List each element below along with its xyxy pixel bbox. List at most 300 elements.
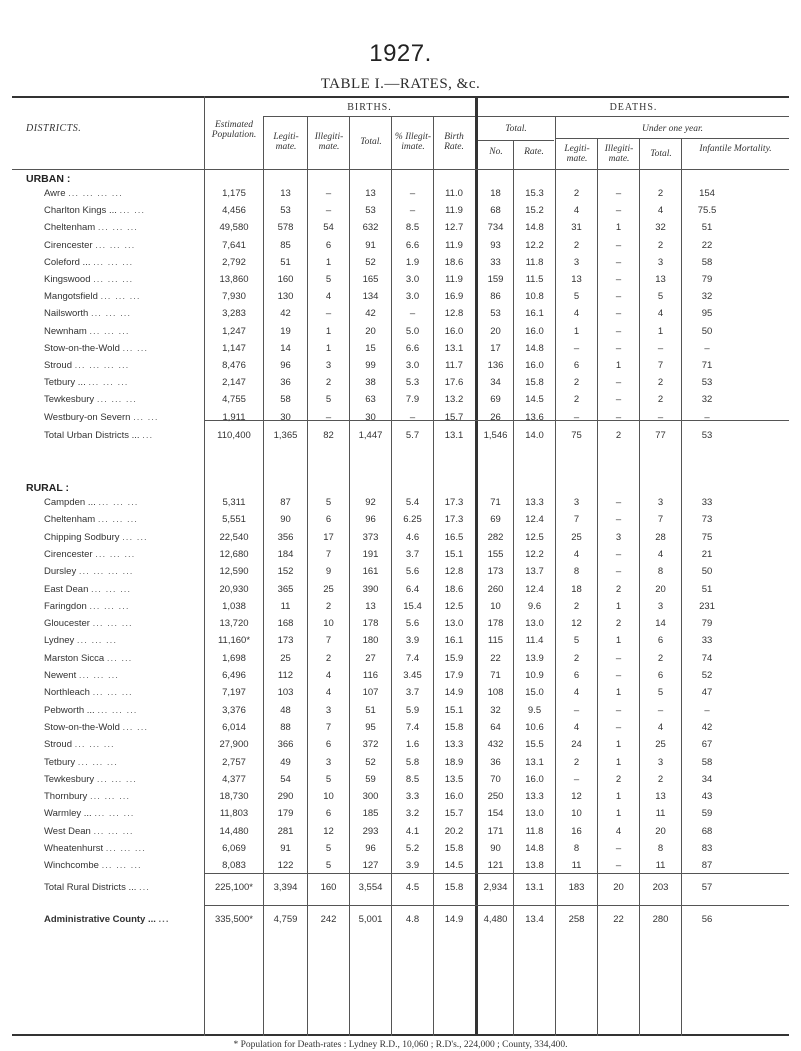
- leader-dots: ... ...: [133, 411, 159, 423]
- cell-br: 16.5: [444, 531, 464, 543]
- cell-u-leg: 258: [568, 914, 585, 925]
- table-row: [0, 653, 801, 667]
- district-label: Mangotsfield: [44, 291, 98, 303]
- district-label: Campden ...: [44, 497, 96, 508]
- cell-leg: 36: [280, 377, 291, 389]
- cell-u-leg: 13: [571, 274, 582, 285]
- cell-br: 11.7: [445, 360, 463, 371]
- cell-dno: 136: [487, 360, 504, 371]
- table-row: [0, 360, 801, 374]
- cell-br: 13.3: [444, 739, 464, 751]
- cell-br: 11.9: [445, 205, 463, 217]
- cell-drate: 10.9: [525, 670, 544, 681]
- cell-u-illeg: 1: [615, 808, 622, 820]
- cell-u-illeg: 4: [615, 825, 622, 837]
- cell-u-illeg: 22: [613, 914, 624, 925]
- cell-br: 16.0: [444, 791, 464, 803]
- cell-pop: 1,911: [222, 411, 246, 423]
- cell-br: 11.0: [445, 188, 463, 199]
- cell-illeg: 25: [323, 583, 334, 595]
- leader-dots: ... ... ...: [92, 618, 133, 630]
- cell-u-total: 28: [655, 531, 666, 543]
- cell-total: 134: [362, 291, 379, 303]
- cell-pct: 5.3: [405, 377, 420, 389]
- cell-illeg: 5: [325, 394, 332, 406]
- cell-u-illeg: 1: [615, 739, 622, 751]
- cell-im: 79: [701, 618, 713, 630]
- cell-pop: 3,376: [222, 704, 246, 716]
- district-name: [44, 584, 204, 595]
- cell-drate: 15.3: [525, 188, 544, 199]
- cell-u-illeg: 1: [615, 756, 622, 768]
- district-name: [44, 274, 204, 285]
- cell-u-illeg: –: [615, 325, 622, 337]
- cell-total: 178: [362, 618, 379, 630]
- cell-illeg: 17: [323, 531, 334, 543]
- district-label: West Dean: [44, 825, 91, 837]
- leader-dots: ... ... ...: [97, 704, 138, 716]
- infantile-mortality-header: Infantile Mortality.: [699, 144, 772, 154]
- district-name: [44, 430, 204, 441]
- top-rule: [12, 96, 789, 98]
- cell-u-illeg: 1: [615, 222, 622, 234]
- district-name: [44, 394, 204, 405]
- cell-br: 17.9: [444, 670, 464, 681]
- rural-section-label: RURAL :: [26, 482, 69, 494]
- cell-u-leg: 18: [571, 583, 582, 595]
- cell-u-leg: 6: [573, 360, 580, 371]
- cell-pop: 1,698: [222, 652, 246, 664]
- cell-u-total: 25: [655, 739, 666, 751]
- cell-total: 127: [362, 860, 379, 872]
- cell-im: 53: [701, 377, 713, 389]
- cell-im: 50: [701, 566, 713, 578]
- cell-br: 15.9: [444, 652, 464, 664]
- table-row: [0, 843, 801, 857]
- cell-dno: 1,546: [483, 430, 508, 441]
- cell-br: 14.5: [444, 860, 464, 872]
- cell-dno: 64: [490, 721, 501, 733]
- cell-total: 27: [365, 652, 376, 664]
- cell-u-leg: 12: [571, 618, 582, 630]
- cell-drate: 16.0: [525, 325, 544, 337]
- cell-leg: 356: [277, 531, 294, 543]
- cell-pct: 5.0: [405, 325, 420, 337]
- deaths-total-header: Total.: [505, 124, 527, 134]
- cell-drate: 11.8: [525, 256, 544, 268]
- table-row: [0, 497, 801, 511]
- cell-illeg: 6: [325, 808, 332, 820]
- district-label: Cheltenham: [44, 514, 96, 526]
- cell-u-illeg: 1: [615, 600, 622, 612]
- cell-total: 390: [362, 583, 379, 595]
- cell-drate: 13.6: [525, 411, 544, 423]
- cell-pct: 3.7: [405, 687, 420, 699]
- cell-br: 15.8: [444, 882, 464, 893]
- cell-total: 20: [365, 325, 376, 337]
- cell-im: 47: [701, 687, 713, 699]
- cell-u-illeg: 2: [615, 618, 622, 630]
- cell-illeg: 7: [325, 721, 332, 733]
- cell-u-total: 20: [655, 583, 666, 595]
- cell-total: 63: [365, 394, 376, 406]
- cell-illeg: 2: [325, 652, 332, 664]
- cell-dno: 173: [487, 566, 504, 578]
- district-name: [44, 601, 204, 612]
- cell-leg: 90: [280, 514, 291, 526]
- cell-pct: 3.9: [405, 860, 420, 872]
- cell-br: 14.9: [444, 914, 464, 925]
- cell-drate: 13.1: [525, 882, 544, 893]
- urban-section-label: URBAN :: [26, 173, 71, 185]
- cell-drate: 12.2: [525, 548, 544, 560]
- cell-pop: 12,590: [219, 566, 249, 578]
- cell-leg: 1,365: [273, 430, 298, 441]
- pct-illegitimate-header: % Illegit- imate.: [394, 132, 432, 152]
- cell-leg: 130: [277, 291, 294, 303]
- cell-drate: 13.3: [525, 497, 544, 508]
- district-name: [44, 532, 204, 543]
- cell-leg: 281: [277, 825, 294, 837]
- leader-dots: ... ... ...: [88, 377, 129, 389]
- cell-illeg: 5: [325, 274, 332, 285]
- cell-illeg: 3: [325, 360, 332, 371]
- table-row: [0, 412, 801, 426]
- cell-dno: 18: [490, 188, 501, 199]
- cell-dno: 734: [487, 222, 504, 234]
- cell-pct: 8.5: [405, 222, 420, 234]
- leader-dots: ... ... ...: [93, 274, 134, 285]
- table-row: [0, 774, 801, 788]
- cell-im: 34: [701, 773, 713, 785]
- cell-im: 33: [701, 635, 713, 647]
- leader-dots: ... ... ...: [96, 394, 137, 406]
- cell-pct: 5.9: [405, 704, 420, 716]
- leader-dots: ... ... ... ...: [74, 360, 130, 371]
- cell-pct: 7.4: [405, 652, 420, 664]
- cell-u-total: 13: [655, 274, 666, 285]
- cell-dno: 69: [490, 514, 501, 526]
- cell-drate: 13.1: [525, 756, 544, 768]
- cell-u-leg: 2: [573, 652, 580, 664]
- cell-dno: 69: [490, 394, 501, 406]
- table-row: [0, 826, 801, 840]
- district-label: Newent: [44, 670, 77, 681]
- cell-u-leg: 4: [573, 205, 580, 217]
- district-label: Westbury-on Severn: [44, 411, 131, 423]
- cell-u-total: 2: [657, 188, 664, 199]
- cell-pop: 5,311: [222, 497, 246, 508]
- cell-illeg: –: [325, 411, 332, 423]
- cell-u-total: 11: [655, 860, 666, 872]
- cell-dno: 71: [490, 670, 501, 681]
- cell-u-total: 1: [657, 325, 664, 337]
- cell-u-illeg: 2: [615, 583, 622, 595]
- cell-pop: 8,476: [222, 360, 246, 371]
- leader-dots: ... ... ...: [91, 583, 132, 595]
- cell-u-total: 5: [657, 687, 664, 699]
- cell-u-total: 2: [657, 394, 664, 406]
- table-row: [0, 549, 801, 563]
- cell-pop: 13,860: [219, 274, 249, 285]
- cell-total: 180: [362, 635, 379, 647]
- cell-illeg: 4: [325, 687, 332, 699]
- cell-dno: 108: [487, 687, 504, 699]
- cell-dno: 159: [487, 274, 504, 285]
- district-label: Awre: [44, 188, 66, 199]
- leader-dots: ... ... ...: [93, 256, 134, 268]
- cell-u-total: 4: [657, 308, 664, 320]
- cell-u-leg: 24: [571, 739, 582, 751]
- leader-dots: ... ... ...: [89, 791, 130, 803]
- district-label: Chipping Sodbury: [44, 531, 120, 543]
- cell-illeg: –: [325, 188, 332, 199]
- cell-im: 32: [701, 291, 713, 303]
- cell-u-leg: 2: [573, 239, 580, 251]
- cell-im: 42: [701, 721, 713, 733]
- cell-u-illeg: –: [615, 548, 622, 560]
- cell-im: 52: [701, 670, 713, 681]
- cell-total: 53: [365, 205, 376, 217]
- leader-dots: ... ...: [122, 342, 148, 354]
- cell-drate: 14.8: [525, 843, 544, 854]
- cell-pop: 7,930: [222, 291, 246, 303]
- cell-leg: 179: [277, 808, 294, 820]
- cell-pct: 4.1: [405, 825, 420, 837]
- cell-im: 51: [701, 583, 713, 595]
- cell-leg: 87: [280, 497, 291, 508]
- leader-dots: ... ... ...: [93, 825, 134, 837]
- cell-u-illeg: –: [615, 497, 622, 508]
- leader-dots: ... ... ...: [77, 756, 118, 768]
- cell-u-leg: 2: [573, 377, 580, 389]
- cell-pct: –: [409, 308, 416, 320]
- cell-dno: 250: [487, 791, 504, 803]
- cell-leg: 11: [280, 600, 291, 612]
- leader-dots: ... ... ...: [89, 325, 130, 337]
- leader-dots: ... ... ...: [92, 687, 133, 699]
- cell-pop: 12,680: [219, 548, 249, 560]
- illegitimate-header: Illegiti- mate.: [314, 132, 344, 152]
- district-name: [44, 826, 204, 837]
- cell-total: 191: [362, 548, 379, 560]
- cell-total: 107: [362, 687, 379, 699]
- cell-u-illeg: –: [615, 188, 622, 199]
- cell-dno: 155: [487, 548, 504, 560]
- district-name: [44, 222, 204, 233]
- cell-total: 373: [362, 531, 379, 543]
- under-one-year-header: Under one year.: [642, 124, 703, 134]
- cell-u-illeg: –: [615, 514, 622, 526]
- leader-dots: ... ...: [122, 721, 148, 733]
- cell-illeg: 9: [325, 566, 332, 578]
- births-subheader-line: [264, 116, 475, 117]
- table-row: [0, 757, 801, 771]
- cell-total: 15: [365, 342, 376, 354]
- cell-im: 75.5: [697, 205, 717, 217]
- cell-im: 59: [701, 808, 713, 820]
- cell-u-leg: 75: [571, 430, 582, 441]
- district-label: Tewkesbury: [44, 394, 95, 406]
- cell-illeg: 10: [323, 618, 334, 630]
- cell-u-total: 8: [657, 843, 664, 854]
- cell-total: 13: [365, 188, 376, 199]
- cell-u-total: 2: [657, 773, 664, 785]
- cell-u-leg: 2: [573, 188, 580, 199]
- cell-pop: 6,069: [222, 843, 246, 854]
- cell-u-illeg: –: [615, 239, 622, 251]
- cell-pop: 4,755: [222, 394, 246, 406]
- cell-im: 74: [701, 652, 713, 664]
- cell-illeg: 1: [325, 256, 332, 268]
- cell-illeg: 3: [325, 704, 332, 716]
- cell-illeg: 242: [320, 914, 337, 925]
- district-name: [44, 412, 204, 423]
- cell-im: 83: [701, 843, 713, 854]
- deaths-header: DEATHS.: [609, 102, 658, 113]
- district-name: [44, 653, 204, 664]
- cell-im: 95: [701, 308, 713, 320]
- district-label: Kingswood: [44, 274, 91, 285]
- cell-total: 42: [365, 308, 376, 320]
- leader-dots: ... ... ...: [95, 548, 136, 560]
- cell-u-leg: 3: [573, 256, 580, 268]
- bottom-rule: [12, 1034, 789, 1036]
- cell-br: 12.7: [444, 222, 464, 234]
- cell-drate: 11.8: [525, 825, 544, 837]
- district-name: [44, 722, 204, 733]
- cell-u-total: 13: [655, 791, 666, 803]
- cell-leg: 14: [280, 342, 291, 354]
- district-name: [44, 687, 204, 698]
- cell-u-illeg: –: [615, 205, 622, 217]
- cell-u-illeg: –: [615, 308, 622, 320]
- cell-pct: 3.45: [403, 670, 422, 681]
- deaths-rate-header: Rate.: [524, 147, 544, 157]
- cell-u-total: 7: [657, 360, 664, 371]
- cell-br: 17.3: [444, 514, 464, 526]
- table-row: [0, 566, 801, 580]
- cell-leg: 160: [277, 274, 294, 285]
- cell-br: 13.1: [444, 342, 464, 354]
- cell-illeg: 6: [325, 239, 332, 251]
- table-row: [0, 808, 801, 822]
- cell-total: 13: [365, 600, 376, 612]
- cell-leg: 152: [277, 566, 294, 578]
- district-name: [44, 497, 204, 508]
- cell-drate: 15.2: [525, 205, 544, 217]
- cell-total: 96: [365, 514, 376, 526]
- cell-pop: 4,377: [222, 773, 246, 785]
- cell-total: 99: [365, 360, 376, 371]
- year-heading: 1927.: [369, 40, 432, 67]
- leader-dots: ... ... ...: [78, 670, 119, 681]
- cell-pct: 3.3: [405, 791, 420, 803]
- cell-drate: 16.0: [525, 773, 544, 785]
- cell-total: 300: [362, 791, 379, 803]
- cell-br: 18.6: [444, 256, 464, 268]
- cell-im: 58: [701, 256, 713, 268]
- cell-u-total: 6: [657, 635, 664, 647]
- district-name: [44, 635, 204, 646]
- district-label: Charlton Kings ...: [44, 205, 117, 217]
- cell-drate: 14.5: [525, 394, 544, 406]
- cell-im: 33: [701, 497, 713, 508]
- u1-legitimate-header: Legiti- mate.: [564, 144, 590, 164]
- cell-drate: 11.5: [525, 274, 544, 285]
- table-row: [0, 635, 801, 649]
- district-label: Gloucester: [44, 618, 90, 630]
- cell-u-total: 4: [657, 548, 664, 560]
- cell-dno: 178: [487, 618, 504, 630]
- cell-leg: 54: [280, 773, 291, 785]
- district-label: Stow-on-the-Wold: [44, 342, 120, 354]
- cell-leg: 53: [280, 205, 291, 217]
- cell-u-leg: 1: [573, 325, 580, 337]
- cell-pct: 3.0: [405, 274, 420, 285]
- table-row: [0, 739, 801, 753]
- cell-u-illeg: 1: [615, 791, 622, 803]
- cell-u-total: –: [657, 704, 664, 716]
- cell-u-total: 4: [657, 721, 664, 733]
- cell-drate: 12.2: [525, 239, 544, 251]
- cell-leg: 290: [277, 791, 294, 803]
- cell-leg: 88: [280, 721, 291, 733]
- table-row: [0, 670, 801, 684]
- cell-leg: 168: [277, 618, 294, 630]
- district-name: [44, 549, 204, 560]
- cell-drate: 15.0: [525, 687, 544, 699]
- cell-drate: 9.5: [527, 704, 542, 716]
- births-header: BIRTHS.: [347, 102, 392, 113]
- district-name: [44, 291, 204, 302]
- cell-im: 43: [701, 791, 713, 803]
- cell-pop: 49,580: [219, 222, 249, 234]
- leader-dots: ... ... ...: [105, 843, 146, 854]
- cell-u-illeg: –: [615, 377, 622, 389]
- cell-leg: 365: [277, 583, 294, 595]
- cell-illeg: –: [325, 205, 332, 217]
- u1-illegitimate-header: Illegiti- mate.: [604, 144, 634, 164]
- leader-dots: ... ... ...: [94, 808, 135, 820]
- district-name: [44, 882, 204, 893]
- cell-pct: 3.0: [405, 291, 420, 303]
- cell-drate: 14.0: [525, 430, 544, 441]
- cell-u-illeg: 1: [615, 360, 622, 371]
- cell-pct: 6.25: [403, 514, 422, 526]
- table-row: [0, 274, 801, 288]
- cell-leg: 58: [280, 394, 291, 406]
- district-name: [44, 774, 204, 785]
- cell-u-total: 4: [657, 205, 664, 217]
- cell-u-leg: 16: [571, 825, 582, 837]
- table-row: [0, 188, 801, 202]
- leader-dots: ... ... ...: [100, 291, 141, 303]
- cell-total: 3,554: [358, 882, 383, 893]
- cell-leg: 49: [280, 756, 291, 768]
- leader-dots: ... ... ... ...: [78, 566, 134, 578]
- cell-u-leg: 25: [571, 531, 582, 543]
- cell-leg: 173: [277, 635, 294, 647]
- table-row: [0, 584, 801, 598]
- cell-br: 15.7: [444, 808, 464, 820]
- cell-im: 32: [701, 394, 713, 406]
- cell-br: 17.6: [444, 377, 464, 389]
- district-name: [44, 860, 204, 871]
- district-label: Total Urban Districts ...: [44, 430, 140, 441]
- table-row: [0, 618, 801, 632]
- cell-dno: 432: [487, 739, 504, 751]
